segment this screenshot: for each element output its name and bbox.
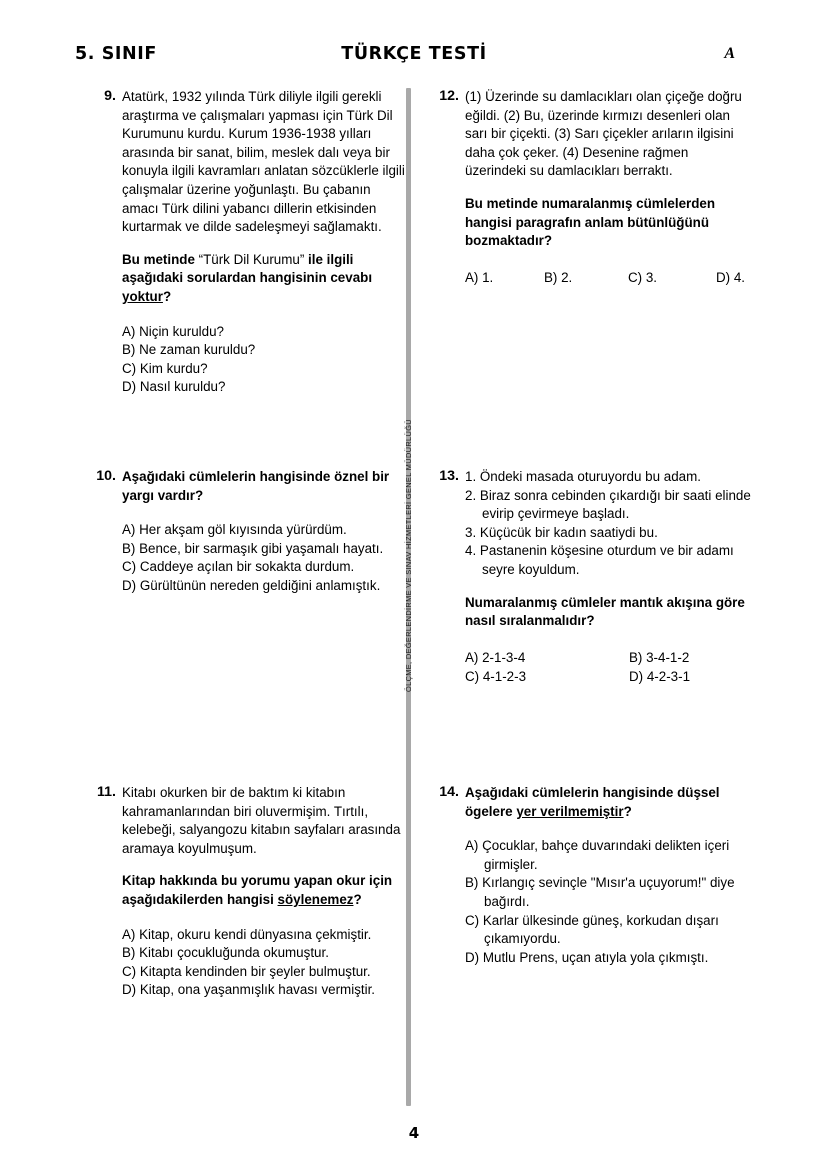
- question-11-option-a[interactable]: A) Kitap, okuru kendi dünyasına çekmiştir.: [122, 926, 372, 942]
- question-9: [78, 88, 408, 397]
- q11-stem-underline: söylenemez: [277, 891, 354, 907]
- question-12-option-d[interactable]: D) 4.: [716, 269, 746, 285]
- question-10-number: 10.: [96, 468, 116, 484]
- q9-stem-part3: ?: [162, 288, 172, 304]
- question-11-passage: Kitabı okurken bir de baktım ki kitabın kahramanlarından biri oluvermişim. Tırtılı, kelebeği, salyangozu kitabın sayfaları arasında aramaya koyulmuşum.: [122, 785, 401, 856]
- question-13-sentence-list: [465, 468, 751, 580]
- question-11-option-c[interactable]: C) Kitapta kendinden bir şeyler bulmuştur.: [122, 963, 371, 979]
- question-12-stem: Bu metinde numaralanmış cümlelerden hangisi paragrafın anlam bütünlüğünü bozmaktadır?: [465, 195, 716, 249]
- question-13-number: 13.: [439, 468, 459, 484]
- q11-stem-part1: Kitap hakkında bu yorumu yapan okur için aşağıdakilerden hangisi: [122, 873, 393, 907]
- question-13-sentence-4: 4. Pastanenin köşesine oturdum ve bir adamı seyre koyuldum.: [465, 543, 734, 577]
- question-12-options: [465, 270, 751, 290]
- question-13: [421, 468, 751, 686]
- q9-stem-quote: “Türk Dil Kurumu”: [198, 251, 305, 267]
- question-11-option-b[interactable]: B) Kitabı çocukluğunda okumuştur.: [122, 945, 329, 961]
- question-13-options-row-1: [465, 648, 751, 667]
- question-9-number: 9.: [104, 88, 116, 104]
- question-9-passage: Atatürk, 1932 yılında Türk diliyle ilgili gerekli araştırma ve çalışmaları yapması için Türk Dil Kurumunu kurdu. Kurum 1936-1938 yılları arasında bir sanat, bilim, meslek dalı veya bir konuyla ilgili kavramları anlatan sözcüklerle ilgili çalışmalar üzerine yoğunlaştı. Bu çabanın amacı Türk dilini yabancı dillerin etkisinden kurtarmak ve dilde sadeleşmeyi sağlamaktı.: [122, 89, 405, 235]
- question-9-options: [122, 323, 408, 397]
- question-11: [78, 784, 408, 1000]
- question-10-options: [122, 521, 408, 595]
- question-14-stem: [465, 784, 751, 821]
- page-header: [75, 44, 753, 70]
- question-14-options: [465, 837, 751, 967]
- question-12-option-a[interactable]: A) 1.: [465, 269, 494, 285]
- question-10-option-a[interactable]: A) Her akşam göl kıyısında yürürdüm.: [122, 522, 347, 538]
- question-13-options-row-2: [465, 667, 751, 686]
- question-10-option-c[interactable]: C) Caddeye açılan bir sokakta durdum.: [122, 559, 355, 575]
- question-13-option-a[interactable]: A) 2-1-3-4: [465, 649, 526, 665]
- question-9-stem: [122, 251, 408, 307]
- question-12-passage: (1) Üzerinde su damlacıkları olan çiçeğe doğru eğildi. (2) Bu, üzerinde kırmızı desenleri olan sarı bir çiçekti. (3) Sarı çiçekler arıların ilgisini daha çok çeker. (4) Desenine rağmen üzerindeki su damlacıkları berraktı.: [465, 89, 742, 179]
- grade-label: 5. SINIF: [75, 44, 157, 64]
- question-14-number: 14.: [439, 784, 459, 800]
- question-13-option-d[interactable]: D) 4-2-3-1: [629, 668, 691, 684]
- question-14: [421, 784, 751, 967]
- question-14-option-c[interactable]: C) Karlar ülkesinde güneş, korkudan dışarı çıkamıyordu.: [465, 912, 719, 947]
- question-12-option-c[interactable]: C) 3.: [628, 269, 658, 285]
- question-9-option-c[interactable]: C) Kim kurdu?: [122, 360, 208, 376]
- q14-stem-part1: Aşağıdaki cümlelerin hangisinde düşsel ögelere: [465, 785, 720, 819]
- question-14-option-b[interactable]: B) Kırlangıç sevinçle "Mısır'a uçuyorum!" diye bağırdı.: [465, 875, 735, 909]
- booklet-letter: A: [724, 45, 735, 62]
- q9-stem-underline: yoktur: [122, 288, 163, 304]
- question-11-option-d[interactable]: D) Kitap, ona yaşanmışlık havası vermiştir.: [122, 982, 376, 998]
- question-11-number: 11.: [97, 784, 116, 800]
- question-14-option-d[interactable]: D) Mutlu Prens, uçan atıyla yola çıkmıştı.: [465, 949, 709, 965]
- question-13-options: [465, 648, 751, 686]
- q9-stem-part1: Bu metinde: [122, 251, 199, 267]
- question-12: [421, 88, 751, 290]
- page-number: 4: [408, 1124, 420, 1142]
- question-9-option-d[interactable]: D) Nasıl kuruldu?: [122, 379, 226, 395]
- question-10: [78, 468, 408, 596]
- institution-vertical-text: ÖLÇME, DEĞERLENDİRME VE SINAV HİZMETLERİ GENEL MÜDÜRLÜĞÜ: [403, 418, 413, 692]
- question-13-sentence-3: 3. Küçücük bir kadın saatiydi bu.: [465, 524, 658, 540]
- question-10-option-b[interactable]: B) Bence, bir sarmaşık gibi yaşamalı hayatı.: [122, 540, 384, 556]
- q14-stem-underline: yer verilmemiştir: [516, 803, 624, 819]
- question-11-options: [122, 926, 408, 1000]
- question-11-stem: [122, 872, 408, 909]
- question-13-option-c[interactable]: C) 4-1-2-3: [465, 668, 527, 684]
- question-9-option-a[interactable]: A) Niçin kuruldu?: [122, 323, 224, 339]
- q11-stem-part3: ?: [353, 891, 362, 907]
- question-13-sentence-1: 1. Öndeki masada oturuyordu bu adam.: [465, 469, 701, 484]
- q9-stem-part2: ile ilgili aşağıdaki sorulardan hangisinin cevabı: [122, 251, 373, 286]
- question-14-option-a[interactable]: A) Çocuklar, bahçe duvarındaki delikten içeri girmişler.: [465, 838, 730, 872]
- question-10-stem: Aşağıdaki cümlelerin hangisinde öznel bir yargı vardır?: [122, 469, 390, 503]
- question-13-stem: Numaralanmış cümleler mantık akışına göre nasıl sıralanmalıdır?: [465, 594, 745, 629]
- question-13-option-b[interactable]: B) 3-4-1-2: [629, 649, 690, 665]
- question-12-option-b[interactable]: B) 2.: [544, 269, 573, 285]
- question-10-option-d[interactable]: D) Gürültünün nereden geldiğini anlamıştık.: [122, 577, 381, 593]
- question-13-sentence-2: 2. Biraz sonra cebinden çıkardığı bir saati elinde evirip çevirmeye başladı.: [465, 487, 751, 522]
- test-title: TÜRKÇE TESTİ: [341, 44, 487, 64]
- question-9-option-b[interactable]: B) Ne zaman kuruldu?: [122, 342, 256, 358]
- question-12-number: 12.: [439, 88, 459, 104]
- q14-stem-part3: ?: [623, 803, 632, 819]
